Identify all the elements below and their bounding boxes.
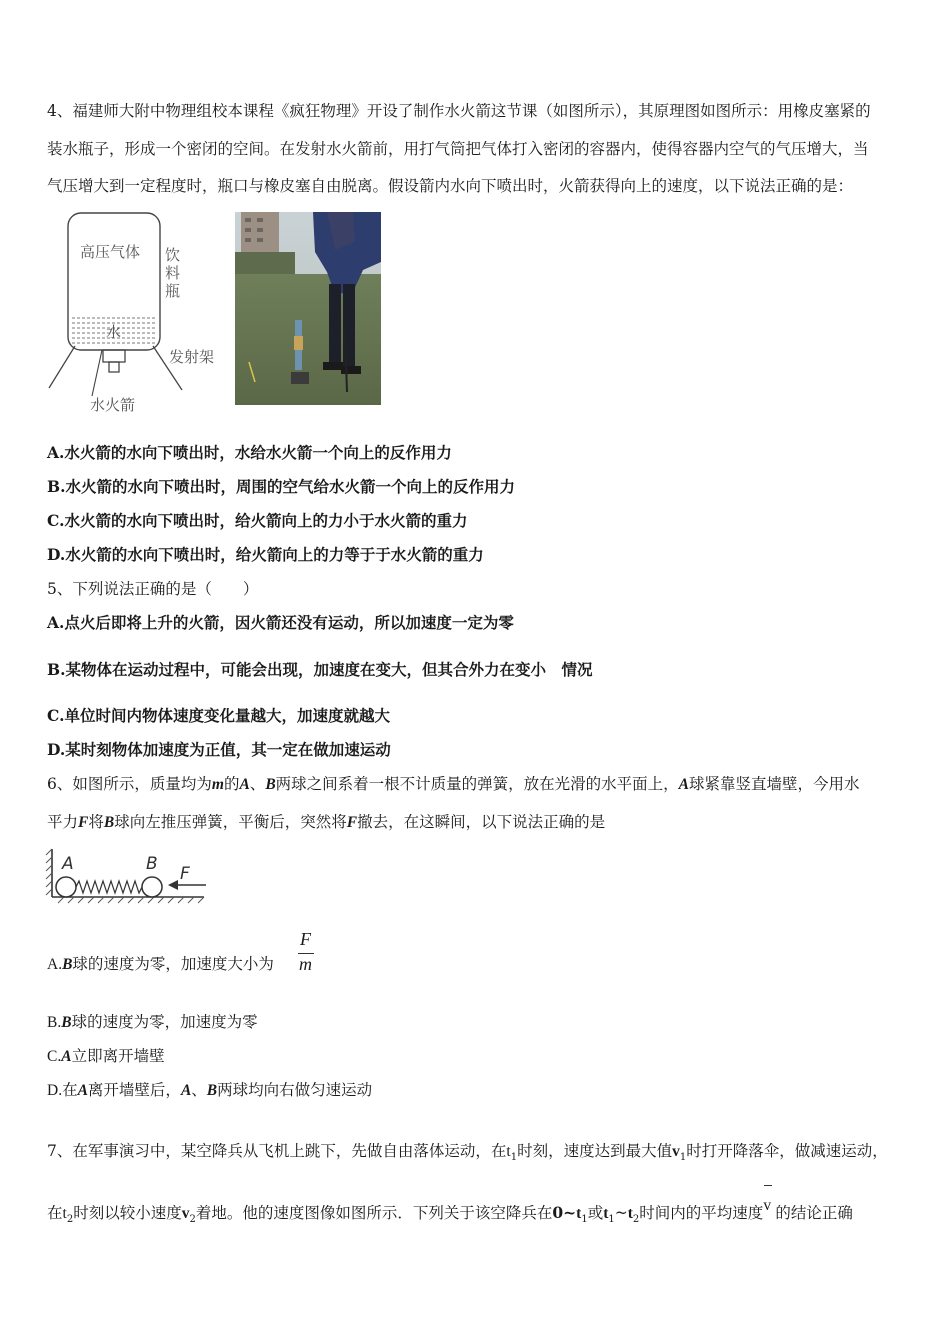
q5-option-a: A.点火后即将上升的火箭，因火箭还没有运动，所以加速度一定为零 — [47, 613, 514, 632]
q4-option-b: B.水火箭的水向下喷出时，周围的空气给水火箭一个向上的反作用力 — [47, 477, 515, 496]
spring — [76, 881, 142, 893]
q4-option-d: D.水火箭的水向下喷出时，给火箭向上的力等于于水火箭的重力 — [47, 545, 484, 564]
q5-option-d: D.某时刻物体加速度为正值，其一定在做加速运动 — [47, 740, 391, 759]
spring-figure — [44, 845, 214, 907]
bottle-label-2: 料 — [165, 264, 181, 282]
rocket-label: 水火箭 — [90, 396, 136, 414]
q6-option-a: A.B球的速度为零，加速度大小为 — [47, 956, 274, 973]
gas-label: 高压气体 — [80, 243, 141, 261]
water-rocket-diagram — [45, 210, 235, 420]
water-label: 水 — [106, 323, 122, 341]
q4-option-c: C.水火箭的水向下喷出时，给火箭向上的力小于水火箭的重力 — [47, 511, 468, 530]
q6-option-b: B.B球的速度为零，加速度为零 — [47, 1014, 258, 1031]
q5-option-b: B.某物体在运动过程中，可能会出现，加速度在变大，但其合外力在变小 情况 — [47, 660, 593, 679]
q7-stem-line1: 7、在军事演习中，某空降兵从飞机上跳下，先做自由落体运动，在$t_1$时刻，速度达到最大值$v_1$时打开降落伞，做减速运动， — [47, 1142, 888, 1164]
q6-option-c: C.A立即离开墙壁 — [47, 1048, 165, 1065]
q4-stem-line2: 装水瓶子，形成一个密闭的空间。在发射水火箭前，用打气筒把气体打入密闭的容器内，使得容器内空气的气压增大，当 — [47, 140, 869, 158]
launcher-label: 发射架 — [169, 348, 215, 366]
ball-a — [56, 877, 76, 897]
label-f: F — [180, 864, 190, 884]
q5-option-c: C.单位时间内物体速度变化量越大，加速度就越大 — [47, 706, 390, 725]
bottle-label-1: 饮 — [165, 246, 181, 264]
label-b: B — [146, 854, 158, 874]
q7-stem-line2: 在$t_2$时刻以较小速度$v_2$着地。他的速度图像如图所示．下列关于该空降兵在$0\sim t_1$或$t_1\sim t_2$时间内的平均速度 v 的结论正确 — [47, 1203, 853, 1230]
ball-b — [142, 877, 162, 897]
q6-stem-line1: 6、如图所示，质量均为m的A、B两球之间系着一根不计质量的弹簧，放在光滑的水平面上，A球紧靠竖直墙壁，今用水 — [47, 775, 860, 793]
launch-photo — [235, 212, 381, 405]
q6-option-d: D.在A离开墙壁后，A、B两球均向右做匀速运动 — [47, 1082, 373, 1099]
label-a: A — [62, 854, 74, 874]
q4-option-a: A.水火箭的水向下喷出时，水给水火箭一个向上的反作用力 — [47, 443, 452, 462]
bottle-label-3: 瓶 — [165, 282, 181, 300]
q5-stem: 5、下列说法正确的是（ ） — [47, 580, 259, 598]
fraction-numerator: F — [300, 929, 311, 949]
fraction-denominator: m — [299, 954, 312, 974]
q6-stem-line2: 平力F将B球向左推压弹簧，平衡后，突然将F撤去，在这瞬间，以下说法正确的是 — [47, 813, 606, 831]
q4-stem-line3: 气压增大到一定程度时，瓶口与橡皮塞自由脱离。假设箭内水向下喷出时，火箭获得向上的速度，以下说法正确的是： — [47, 177, 854, 195]
q4-stem-line1: 4、福建师大附中物理组校本课程《疯狂物理》开设了制作水火箭这节课（如图所示），其原理图如图所示：用橡皮塞紧的 — [47, 102, 871, 120]
